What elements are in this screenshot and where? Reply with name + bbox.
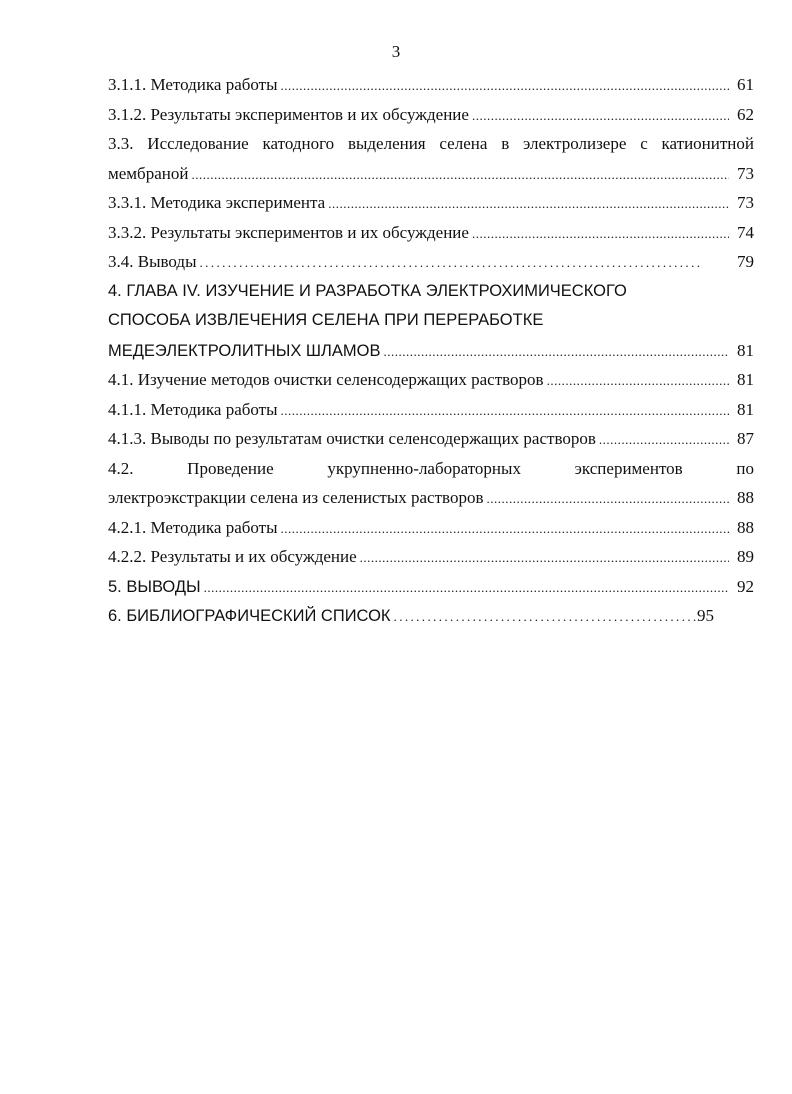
toc-entry-3-1-1 — [108, 70, 754, 100]
dot-leader — [383, 337, 729, 366]
dot-leader — [281, 514, 729, 543]
toc-entry-label: 3.3.2. Результаты экспериментов и их обсуждение — [108, 222, 469, 242]
toc-entry-label: МЕДЕЭЛЕКТРОЛИТНЫХ ШЛАМОВ — [108, 341, 381, 360]
toc-entry-label: 4.1.1. Методика работы — [108, 399, 278, 419]
toc-entry-justified-line — [108, 454, 754, 484]
toc-entry-label: 3.3.1. Методика эксперимента — [108, 193, 326, 212]
dot-leader — [191, 160, 729, 189]
toc-entry-label: 3.1.1. Методика работы — [108, 75, 278, 94]
word: выделения — [347, 134, 426, 153]
dot-leader — [360, 543, 729, 572]
dot-leader — [200, 248, 703, 277]
toc-entry-label: мембраной — [108, 163, 189, 183]
toc-entry-3-1-2 — [108, 100, 754, 130]
toc-entry-3-3-1 — [108, 188, 754, 218]
toc-entry-5 — [108, 572, 754, 602]
toc-entry-continuation — [108, 483, 754, 513]
toc-entry-label: 3.1.2. Результаты экспериментов и их обсуждение — [108, 104, 469, 124]
toc-entry-page: 88 — [737, 517, 754, 537]
word: с — [640, 134, 648, 153]
toc-entry-label: 4.1. Изучение методов очистки селенсодержащих растворов — [108, 370, 544, 389]
dot-leader — [599, 425, 729, 454]
dot-leader — [281, 71, 729, 100]
toc-entry-continuation — [108, 336, 754, 366]
toc-entry-label: 3.4. Выводы — [108, 252, 197, 271]
toc-entry-label: 5. ВЫВОДЫ — [108, 577, 201, 596]
word: 3.3. — [108, 134, 134, 153]
toc-entry-4-2 — [108, 454, 754, 513]
toc-entry-page: 92 — [737, 576, 754, 596]
toc-entry-page: 79 — [737, 252, 754, 271]
toc-entry-page: 73 — [737, 163, 754, 183]
toc-entry-page: 81 — [737, 370, 754, 389]
toc-entry-page: 87 — [737, 429, 754, 448]
toc-chapter-line: СПОСОБА ИЗВЛЕЧЕНИЯ СЕЛЕНА ПРИ ПЕРЕРАБОТКЕ — [108, 311, 544, 329]
toc-entry-page: 88 — [737, 488, 754, 507]
word: селена — [439, 134, 488, 153]
dot-leader — [281, 396, 729, 425]
toc-entry-3-4 — [108, 247, 754, 277]
toc-entry-page: 95 — [697, 606, 714, 625]
toc-entry-label: 4.2.1. Методика работы — [108, 517, 278, 537]
toc-entry-4-2-2 — [108, 542, 754, 572]
dot-leader — [472, 219, 729, 248]
toc-entry-continuation — [108, 159, 754, 189]
toc-entry-3-3 — [108, 129, 754, 188]
toc-entry-label: 6. БИБЛИОГРАФИЧЕСКИЙ СПИСОК — [108, 607, 391, 625]
toc-entry-page: 73 — [737, 193, 754, 212]
toc-entry-page: 81 — [737, 399, 754, 419]
toc-entry-4-1-3 — [108, 424, 754, 454]
dot-leader — [204, 573, 729, 602]
toc-entry-label: 4.1.3. Выводы по результатам очистки селенсодержащих растворов — [108, 429, 596, 448]
word: катионитной — [661, 134, 754, 153]
toc-chapter-line: 4. ГЛАВА IV. ИЗУЧЕНИЕ И РАЗРАБОТКА ЭЛЕКТРОХИМИЧЕСКОГО — [108, 281, 627, 300]
word: экспериментов — [574, 458, 683, 478]
word: катодного — [262, 134, 335, 153]
toc-entry-label: электроэкстракции селена из селенистых растворов — [108, 488, 484, 507]
word: Проведение — [187, 458, 274, 478]
dot-leader — [472, 101, 729, 130]
toc-entry-page: 81 — [737, 340, 754, 360]
toc-entry-page: 62 — [737, 104, 754, 124]
word: в — [501, 134, 510, 153]
toc-entry-4-2-1 — [108, 513, 754, 543]
toc-entry-3-3-2 — [108, 218, 754, 248]
toc-entry-4-1 — [108, 365, 754, 395]
toc-entry-page: 89 — [737, 547, 754, 566]
toc-entry-page: 61 — [737, 75, 754, 94]
toc-entry-6 — [108, 601, 714, 631]
toc-entry-chapter-4 — [108, 277, 754, 366]
table-of-contents — [108, 70, 754, 631]
page-number: 3 — [391, 42, 401, 61]
dot-leader — [394, 602, 696, 631]
word: 4.2. — [108, 458, 134, 478]
word: укрупненно-лабораторных — [327, 458, 521, 478]
dot-leader — [328, 189, 729, 218]
word: по — [736, 458, 754, 478]
dot-leader — [547, 366, 729, 395]
word: Исследование — [147, 134, 249, 153]
toc-entry-label: 4.2.2. Результаты и их обсуждение — [108, 547, 357, 566]
word: электролизере — [523, 134, 627, 153]
toc-entry-4-1-1 — [108, 395, 754, 425]
dot-leader — [486, 484, 729, 513]
toc-entry-page: 74 — [737, 222, 754, 242]
toc-entry-justified-line — [108, 129, 754, 159]
